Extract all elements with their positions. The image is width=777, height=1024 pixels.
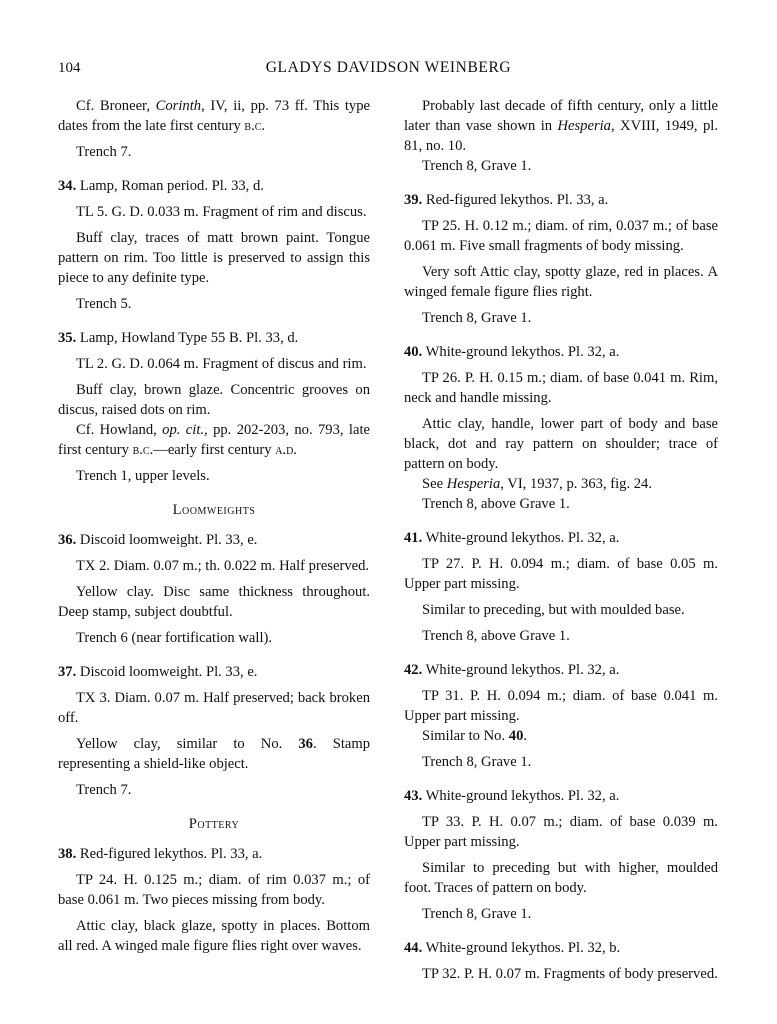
entry-findspot: Trench 8, Grave 1. xyxy=(422,906,532,922)
entry-findspot: Trench 1, upper levels. xyxy=(76,468,210,484)
entry-heading: 40. White-ground lekythos. Pl. 32, a. xyxy=(404,344,620,360)
entry-description: Similar to preceding, but with moulded base. xyxy=(422,602,685,618)
entry-description: Attic clay, handle, lower part of body and base black, dot and ray pattern on shoulder; trace of pattern on body. xyxy=(404,416,718,472)
page-header xyxy=(58,58,719,82)
entry-heading: 39. Red-figured lekythos. Pl. 33, a. xyxy=(404,192,609,208)
page-number: 104 xyxy=(58,60,81,76)
entry-heading: 44. White-ground lekythos. Pl. 32, b. xyxy=(404,940,621,956)
entry-description: Similar to No. 40. xyxy=(422,728,528,744)
catalogue-entry-37 xyxy=(58,662,370,800)
entry-reference: See Hesperia, VI, 1937, p. 363, fig. 24. xyxy=(422,476,652,492)
catalogue-entry-35 xyxy=(58,328,370,486)
entry-dimensions: TX 2. Diam. 0.07 m.; th. 0.022 m. Half preserved. xyxy=(76,558,370,574)
entry-dimensions: TL 2. G. D. 0.064 m. Fragment of discus and rim. xyxy=(76,356,367,372)
entry-dimensions: TP 25. H. 0.12 m.; diam. of rim, 0.037 m.; of base 0.061 m. Five small fragments of body missing. xyxy=(404,218,718,254)
entry-dimensions: TP 27. P. H. 0.094 m.; diam. of base 0.05 m. Upper part missing. xyxy=(404,556,718,592)
continued-paragraph: Probably last decade of fifth century, only a little later than vase shown in Hesperia, XVIII, 1949, pl. 81, no. 10. xyxy=(404,98,718,154)
entry-dimensions: TL 5. G. D. 0.033 m. Fragment of rim and discus. xyxy=(76,204,367,220)
entry-findspot: Trench 8, above Grave 1. xyxy=(422,496,570,512)
entry-dimensions: TP 31. P. H. 0.094 m.; diam. of base 0.041 m. Upper part missing. xyxy=(404,688,718,724)
continued-paragraph: Cf. Broneer, Corinth, IV, ii, pp. 73 ff. This type dates from the late first century b.c. xyxy=(58,98,371,134)
catalogue-entry-43 xyxy=(404,786,718,924)
entry-heading: 37. Discoid loomweight. Pl. 33, e. xyxy=(58,664,258,680)
catalogue-entry-42 xyxy=(404,660,718,772)
left-column xyxy=(58,96,370,956)
catalogue-entry-38 xyxy=(58,844,370,956)
catalogue-entry-41 xyxy=(404,528,718,646)
catalogue-entry-34 xyxy=(58,176,370,314)
entry-dimensions: TP 26. P. H. 0.15 m.; diam. of base 0.041 m. Rim, neck and handle missing. xyxy=(404,370,718,406)
section-heading-loomweights: Loomweights xyxy=(172,502,256,518)
catalogue-entry-39 xyxy=(404,190,718,328)
entry-description: Very soft Attic clay, spotty glaze, red in places. A winged female figure flies right. xyxy=(404,264,718,300)
trench-note: Trench 7. xyxy=(76,144,132,160)
entry-heading: 41. White-ground lekythos. Pl. 32, a. xyxy=(404,530,620,546)
entry-findspot: Trench 8, above Grave 1. xyxy=(422,628,570,644)
entry-description: Buff clay, traces of matt brown paint. Tongue pattern on rim. Too little is preserved to assign this piece to any definite type. xyxy=(58,230,370,286)
right-column xyxy=(404,96,718,984)
catalogue-entry-36 xyxy=(58,530,370,648)
entry-heading: 43. White-ground lekythos. Pl. 32, a. xyxy=(404,788,620,804)
entry-findspot: Trench 8, Grave 1. xyxy=(422,754,532,770)
entry-dimensions: TX 3. Diam. 0.07 m. Half preserved; back broken off. xyxy=(58,690,370,726)
entry-heading: 36. Discoid loomweight. Pl. 33, e. xyxy=(58,532,258,548)
catalogue-entry-44 xyxy=(404,938,718,984)
catalogue-entry-40 xyxy=(404,342,718,514)
entry-findspot: Trench 6 (near fortification wall). xyxy=(76,630,273,646)
entry-heading: 38. Red-figured lekythos. Pl. 33, a. xyxy=(58,846,263,862)
entry-reference: Cf. Howland, op. cit., pp. 202-203, no. 793, late first century b.c.—early first century a.d. xyxy=(58,422,370,458)
entry-description: Similar to preceding but with higher, moulded foot. Traces of pattern on body. xyxy=(404,860,718,896)
entry-dimensions: TP 33. P. H. 0.07 m.; diam. of base 0.039 m. Upper part missing. xyxy=(404,814,718,850)
entry-heading: 42. White-ground lekythos. Pl. 32, a. xyxy=(404,662,620,678)
entry-description: Attic clay, black glaze, spotty in places. Bottom all red. A winged male figure flies right over waves. xyxy=(58,918,370,954)
entry-findspot: Trench 5. xyxy=(76,296,132,312)
entry-heading: 35. Lamp, Howland Type 55 B. Pl. 33, d. xyxy=(58,330,299,346)
running-title: GLADYS DAVIDSON WEINBERG xyxy=(265,59,512,76)
entry-findspot: Trench 7. xyxy=(76,782,132,798)
entry-findspot: Trench 8, Grave 1. xyxy=(422,310,532,326)
trench-note: Trench 8, Grave 1. xyxy=(422,158,532,174)
entry-dimensions: TP 32. P. H. 0.07 m. Fragments of body preserved. xyxy=(422,966,718,982)
entry-description: Buff clay, brown glaze. Concentric grooves on discus, raised dots on rim. xyxy=(58,382,370,418)
entry-description: Yellow clay, similar to No. 36. Stamp representing a shield-like object. xyxy=(58,736,370,772)
entry-dimensions: TP 24. H. 0.125 m.; diam. of rim 0.037 m.; of base 0.061 m. Two pieces missing from body. xyxy=(58,872,370,908)
entry-heading: 34. Lamp, Roman period. Pl. 33, d. xyxy=(58,178,264,194)
entry-description: Yellow clay. Disc same thickness throughout. Deep stamp, subject doubtful. xyxy=(58,584,370,620)
section-heading-pottery: Pottery xyxy=(188,816,240,832)
